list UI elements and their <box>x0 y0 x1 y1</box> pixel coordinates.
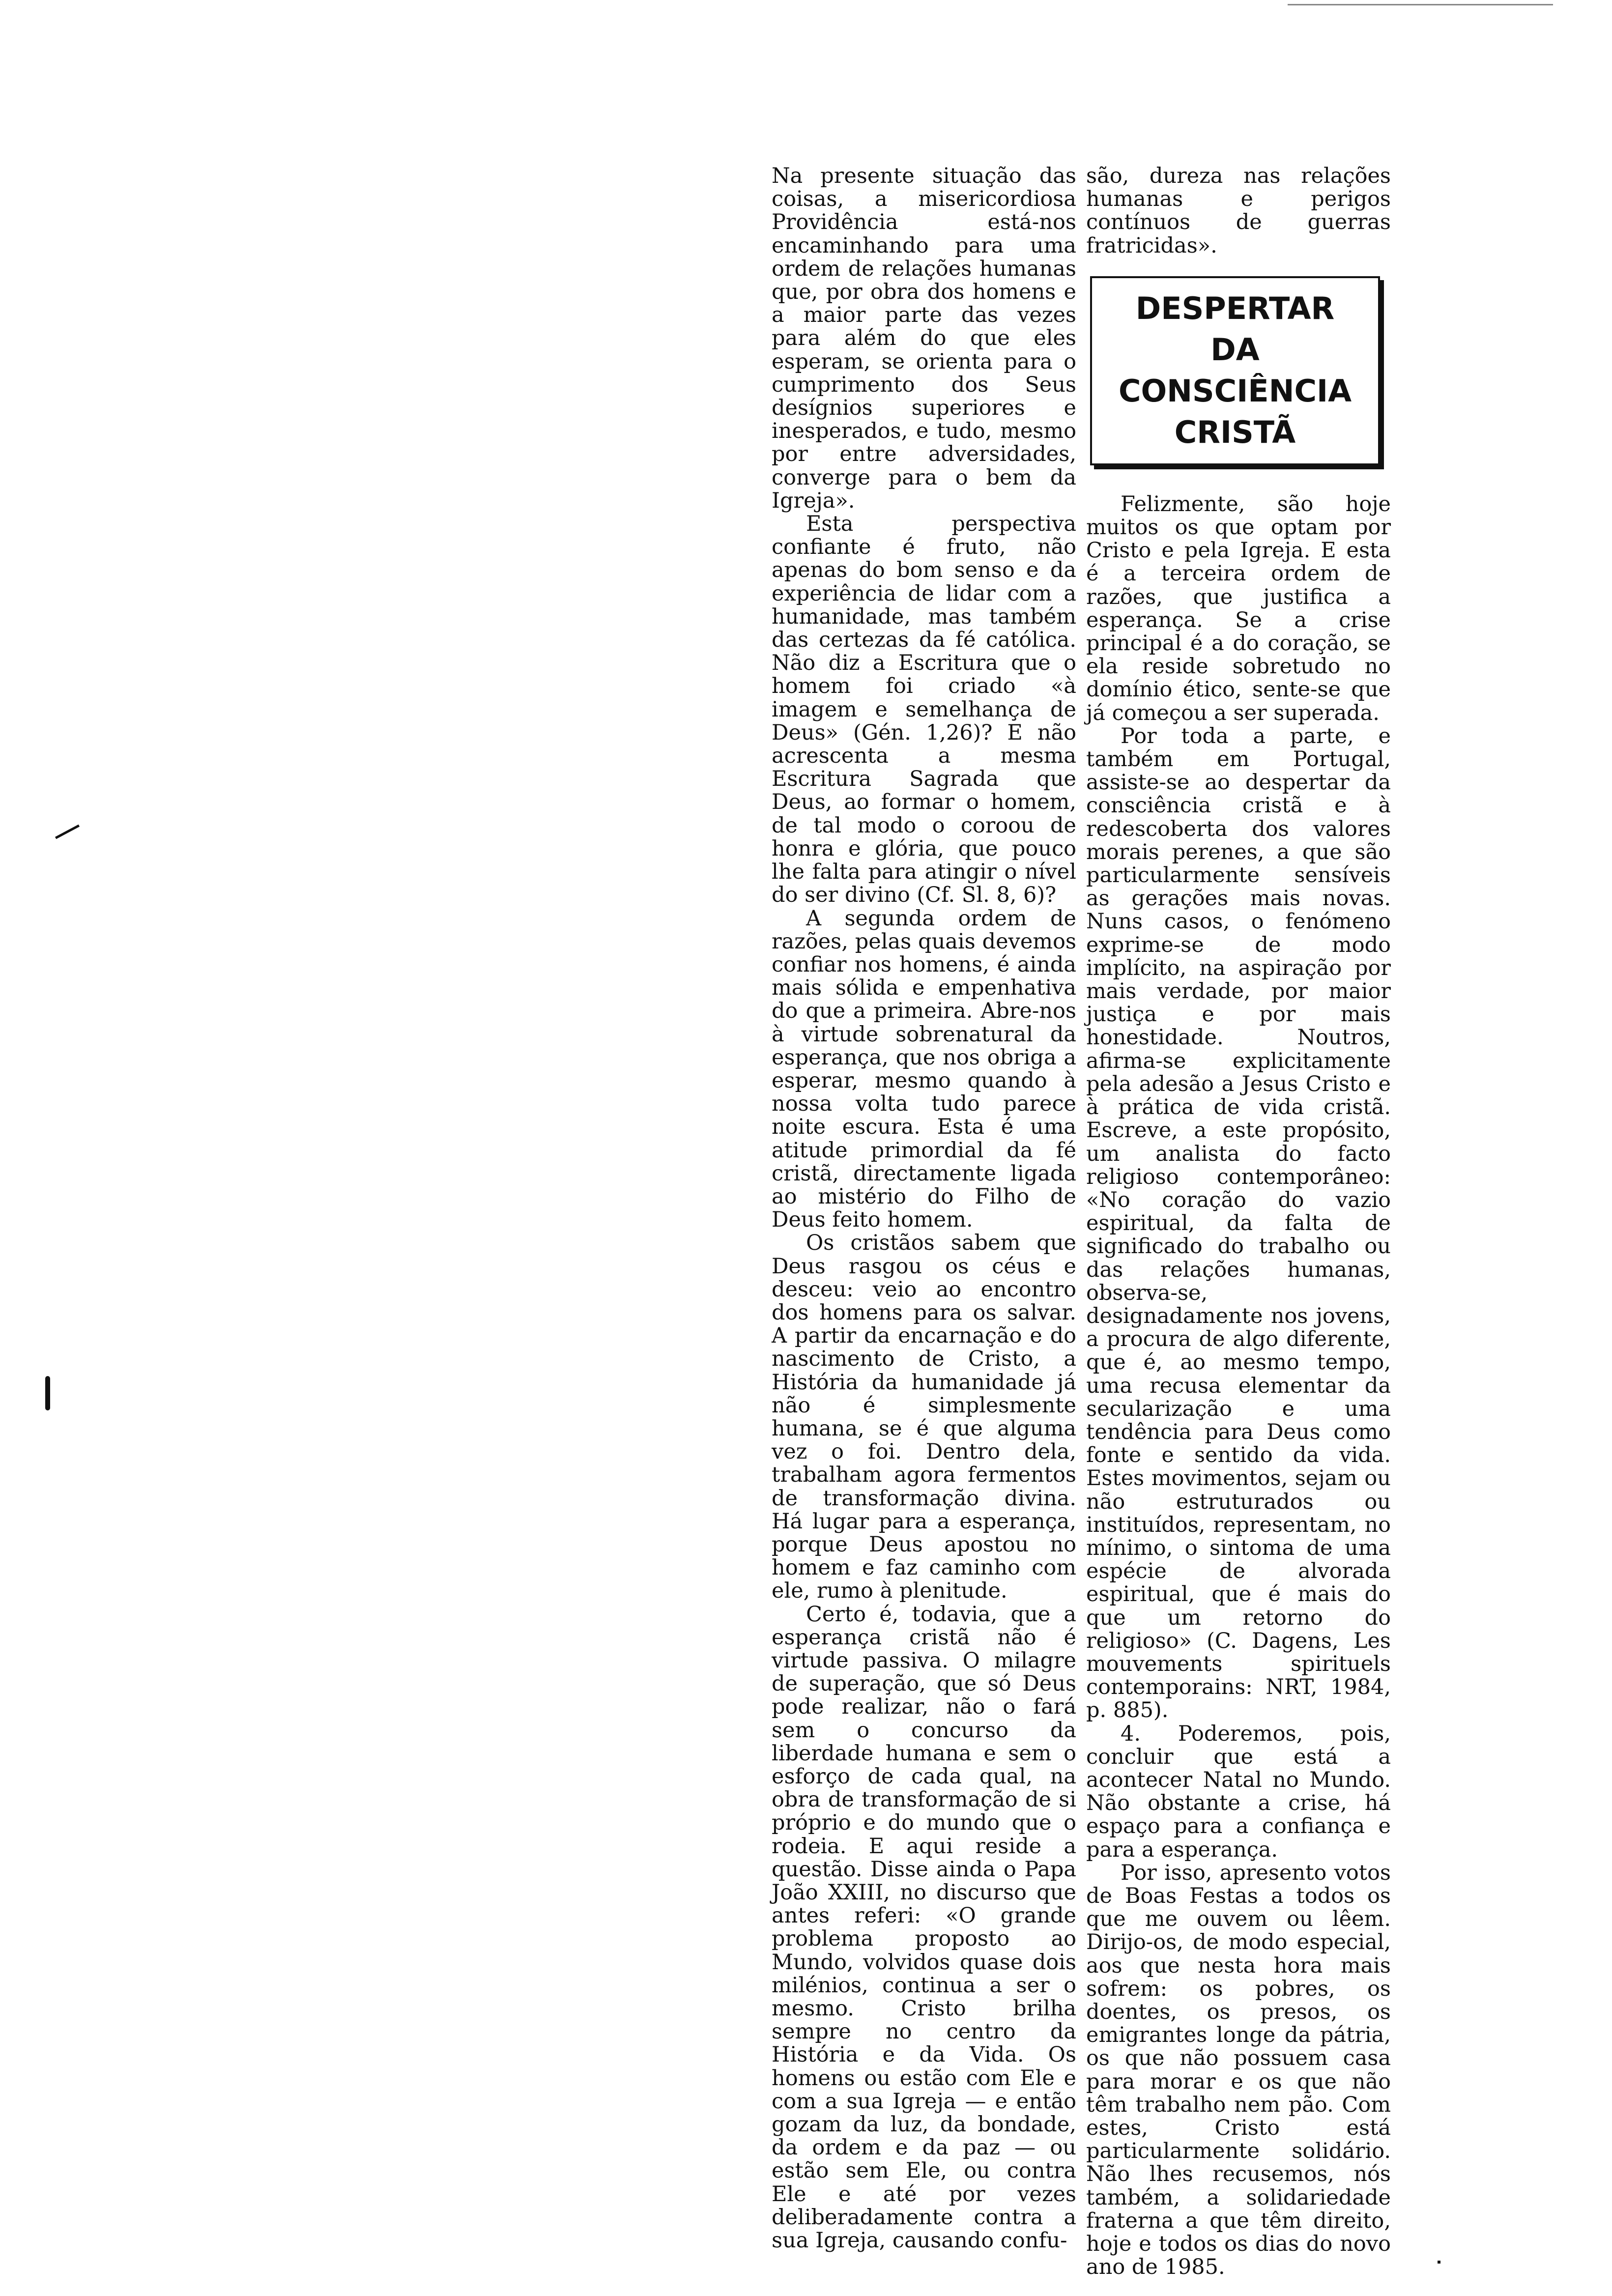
paragraph: Por toda a parte, e também em Portugal, assiste-se ao despertar da consciência cristã e à redescoberta dos valores morais perenes, a que são particularmente sensíveis as gerações mais novas. Nuns casos, o fenómeno exprime-se de modo implícito, na aspiração por mais verdade, por maior justiça e por mais honestidade. Noutros, afirma-se explicitamente pela adesão a Jesus Cristo e à prática de vida cristã. Escreve, a este propósito, um analista do facto religioso contemporâneo: «No coração do vazio espiritual, da falta de significado do trabalho ou das relações humanas, observa-se, designadamente nos jovens, a procura de algo diferente, que é, ao mesmo tempo, uma recusa elementar da secularização e uma tendência para Deus como fonte e sentido da vida. Estes movimentos, sejam ou não estruturados ou instituídos, representam, no mínimo, o sintoma de uma espécie de alvorada espiritual, que é mais do que um retorno do religioso» (C. Dagens, Les mouvements spirituels contemporains: NRT, 1984, p. 885). <box>1086 723 1391 1723</box>
heading-line: CONSCIÊNCIA <box>1118 373 1352 409</box>
stray-pen-mark <box>55 825 80 839</box>
paragraph: 4. Poderemos, pois, concluir que está a acontecer Natal no Mundo. Não obstante a crise, há espaço para a confiança e para a esperança. <box>1086 1721 1391 1862</box>
stray-pen-mark <box>45 1376 50 1410</box>
paragraph: Felizmente, são hoje muitos os que optam por Cristo e pela Igreja. E esta é a terceira ordem de razões, que justifica a esperança. Se a crise principal é a do coração, se ela reside sobretudo no domínio ético, sente-se que já começou a ser superada. <box>1086 491 1391 725</box>
section-heading-box <box>1090 276 1380 465</box>
paragraph: Por isso, apresento votos de Boas Festas a todos os que me ouvem ou lêem. Dirijo-os, de modo especial, aos que nesta hora mais sofrem: os pobres, os doentes, os presos, os emigrantes longe da pátria, os que não possuem casa para morar e os que não têm trabalho nem pão. Com estes, Cristo está particularmente solidário. Não lhes recusemos, nós também, a solidariedade fraterna a que têm direito, hoje e todos os dias do novo ano de 1985. <box>1086 1860 1391 2280</box>
text-column-right <box>1086 165 1391 2279</box>
paragraph: Esta perspectiva confiante é fruto, não apenas do bom senso e da experiência de lidar com a humanidade, mas também das certezas da fé católica. Não diz a Escritura que o homem foi criado «à imagem e semelhança de Deus» (Gén. 1,26)? E não acrescenta a mesma Escritura Sagrada que Deus, ao formar o homem, de tal modo o coroou de honra e glória, que pouco lhe falta para atingir o nível do ser divino (Cf. Sl. 8, 6)? <box>772 512 1076 908</box>
paragraph: Certo é, todavia, que a esperança cristã não é virtude passiva. O milagre de superação, que só Deus pode realizar, não o fará sem o concurso da liberdade humana e sem o esforço de cada qual, na obra de transformação de si próprio e do mundo que o rodeia. E aqui reside a questão. Disse ainda o Papa João XXIII, no discurso que antes referi: «O grande problema proposto ao Mundo, volvidos quase dois milénios, continua a ser o mesmo. Cristo brilha sempre no centro da História e da Vida. Os homens ou estão com Ele e com a sua Igreja — e então gozam da luz, da bondade, da ordem e da paz — ou estão sem Ele, ou contra Ele e até por vezes deliberadamente contra a sua Igreja, causando confu- <box>772 1602 1076 2253</box>
paragraph-continuation: são, dureza nas relações humanas e perigos contínuos de guerras fratricidas». <box>1086 164 1391 258</box>
paragraph: Os cristãos sabem que Deus rasgou os céus e desceu: veio ao encontro dos homens para os salvar. A partir da encarnação e do nascimento de Cristo, a História da humanidade já não é simplesmente humana, se é que alguma vez o foi. Dentro dela, trabalham agora fermentos de transformação divina. Há lugar para a esperança, porque Deus apostou no homem e faz caminho com ele, rumo à plenitude. <box>772 1231 1076 1604</box>
paragraph: A segunda ordem de razões, pelas quais devemos confiar nos homens, é ainda mais sólida e empenhativa do que a primeira. Abre-nos à virtude sobrenatural da esperança, que nos obriga a esperar, mesmo quando à nossa volta tudo parece noite escura. Esta é uma atitude primordial da fé cristã, directamente ligada ao mistério do Filho de Deus feito homem. <box>772 906 1076 1233</box>
paragraph: Na presente situação das coisas, a misericordiosa Providência está-nos encaminhando para uma ordem de relações humanas que, por obra dos homens e a maior parte das vezes para além do que eles esperam, se orienta para o cumprimento dos Seus desígnios superiores e inesperados, e tudo, mesmo por entre adversidades, converge para o bem da Igreja». <box>772 164 1076 513</box>
heading-line: DA <box>1210 332 1260 368</box>
scan-speck <box>1438 2261 1440 2264</box>
text-column-left <box>772 165 1076 2252</box>
top-edge-line <box>1288 4 1553 5</box>
heading-line: DESPERTAR <box>1135 290 1335 327</box>
heading-line: CRISTÃ <box>1174 414 1296 451</box>
